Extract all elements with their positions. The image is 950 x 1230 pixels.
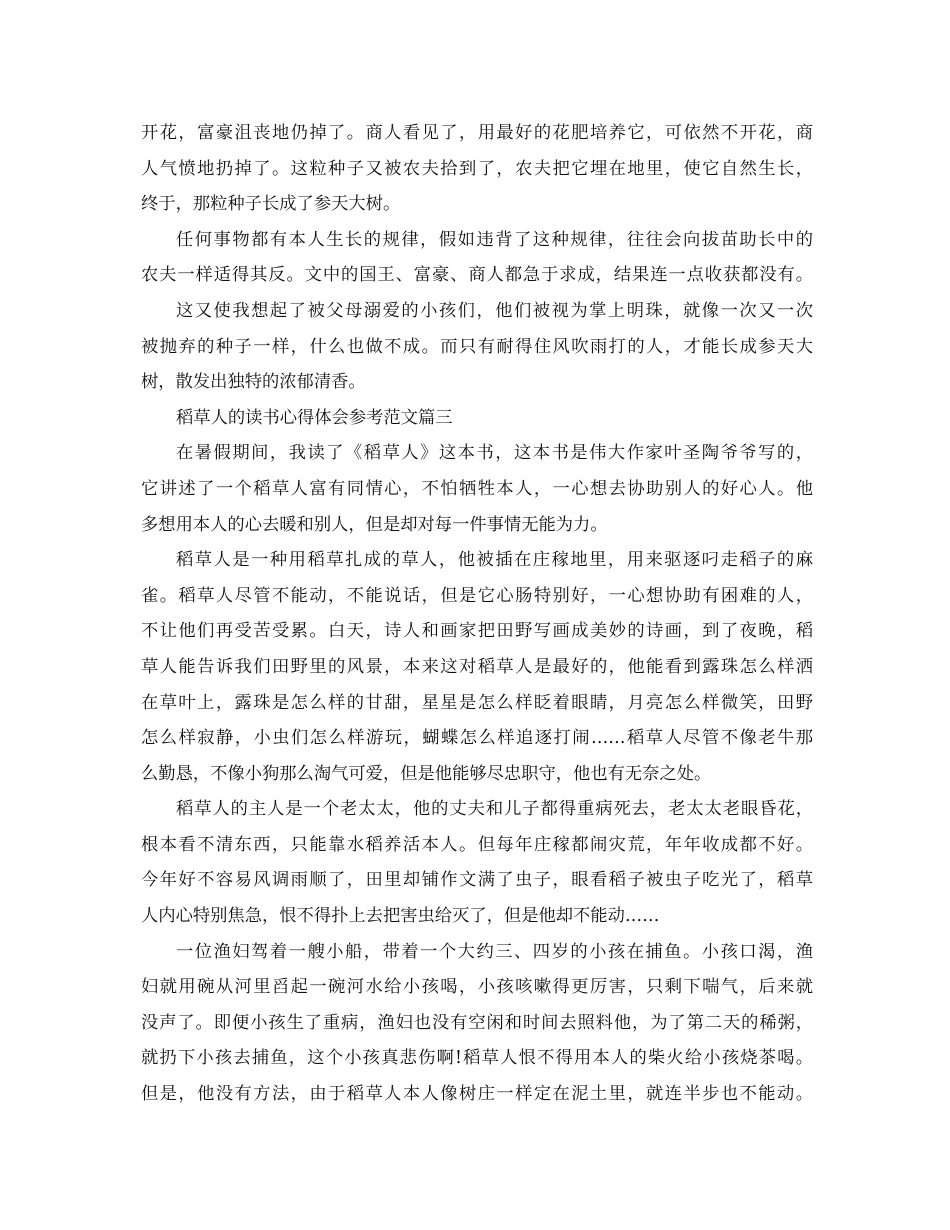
text-line: 没声了。即便小孩生了重病，渔妇也没有空闲和时间去照料他，为了第二天的稀粥， [141, 1012, 813, 1033]
text-line: 稻草人的主人是一个老太太，他的丈夫和儿子都得重病死去，老太太老眼昏花， [176, 799, 813, 820]
text-line: 终于，那粒种子长成了参天大树。 [141, 194, 401, 215]
text-line: 妇就用碗从河里舀起一碗河水给小孩喝，小孩咳嗽得更厉害，只剩下喘气，后来就 [141, 977, 813, 998]
body-text [141, 116, 813, 1113]
text-line: 草人能告诉我们田野里的风景，本来这对稻草人是最好的，他能看到露珠怎么样洒 [141, 656, 813, 677]
text-line: 在草叶上，露珠是怎么样的甘甜，星星是怎么样眨着眼睛，月亮怎么样微笑，田野 [141, 692, 813, 713]
text-line: 但是，他没有方法，由于稻草人本人像树庄一样定在泥土里，就连半步也不能动。 [141, 1084, 813, 1105]
text-line: 任何事物都有本人生长的规律，假如违背了这种规律，往往会向拔苗助长中的 [176, 229, 813, 250]
text-line: 怎么样寂静，小虫们怎么样游玩，蝴蝶怎么样追逐打闹……稻草人尽管不像老牛那 [141, 728, 813, 749]
text-line: 今年好不容易风调雨顺了，田里却铺作文满了虫子，眼看稻子被虫子吃光了，稻草 [141, 870, 813, 891]
text-line: 根本看不清东西，只能靠水稻养活本人。但每年庄稼都闹灾荒，年年收成都不好。 [141, 834, 813, 855]
text-line: 树，散发出独特的浓郁清香。 [141, 372, 366, 393]
text-line: 农夫一样适得其反。文中的国王、富豪、商人都急于求成，结果连一点收获都没有。 [141, 265, 813, 286]
text-line: 雀。稻草人尽管不能动，不能说话，但是它心肠特别好，一心想协助有困难的人， [141, 585, 813, 606]
text-line: 一位渔妇驾着一艘小船，带着一个大约三、四岁的小孩在捕鱼。小孩口渴，渔 [176, 941, 813, 962]
text-line: 它讲述了一个稻草人富有同情心，不怕牺牲本人，一心想去协助别人的好心人。他 [141, 478, 813, 499]
text-line: 这又使我想起了被父母溺爱的小孩们，他们被视为掌上明珠，就像一次又一次 [176, 300, 813, 321]
text-line: 人气愤地扔掉了。这粒种子又被农夫拾到了，农夫把它埋在地里，使它自然生长， [141, 158, 813, 179]
text-line: 开花，富豪沮丧地仍掉了。商人看见了，用最好的花肥培养它，可依然不开花，商 [141, 123, 813, 143]
text-line: 被抛弃的种子一样，什么也做不成。而只有耐得住风吹雨打的人，才能长成参天大 [141, 336, 813, 357]
text-line: 就扔下小孩去捕鱼，这个小孩真悲伤啊!稻草人恨不得用本人的柴火给小孩烧茶喝。 [141, 1048, 813, 1069]
text-line: 在暑假期间，我读了《稻草人》这本书，这本书是伟大作家叶圣陶爷爷写的， [176, 443, 813, 464]
text-line: 稻草人的读书心得体会参考范文篇三 [176, 407, 453, 428]
text-line: 么勤恳，不像小狗那么淘气可爱，但是他能够尽忠职守，他也有无奈之处。 [141, 763, 712, 784]
text-line: 人内心特别焦急，恨不得扑上去把害虫给灭了，但是他却不能动…… [141, 906, 660, 927]
text-line: 多想用本人的心去暖和别人，但是却对每一件事情无能为力。 [141, 514, 608, 535]
text-line: 不让他们再受苦受累。白天，诗人和画家把田野写画成美妙的诗画，到了夜晚，稻 [141, 621, 813, 642]
text-line: 稻草人是一种用稻草扎成的草人，他被插在庄稼地里，用来驱逐叼走稻子的麻 [176, 550, 813, 571]
